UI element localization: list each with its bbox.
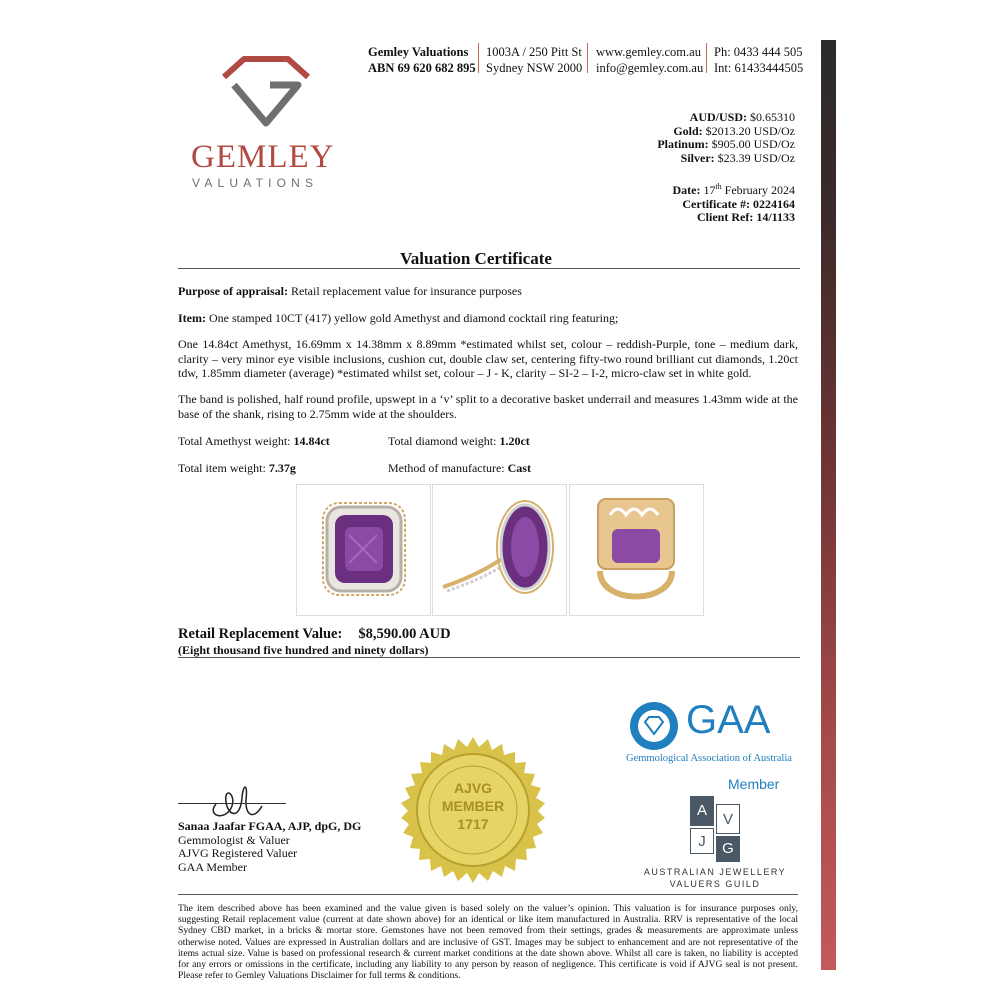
ring-photo-top: [296, 484, 431, 616]
certificate-meta: [545, 180, 795, 225]
seal-line-1: AJVG: [453, 780, 493, 796]
abn: ABN 69 620 682 895: [368, 61, 476, 75]
disclaimer: The item described above has been examined and the value given is based solely on the valuer’s opinion. This valuation is for insurance purposes only, suggesting Retail replacement value (current at date shown above) for an identical or like item manufactured in Australia. RRV is representative of the local Sydney CBD market, in a bricks & mortar store. Gemstones have not been removed from their settings, grades & measurements are approximate unless otherwise noted. Values are expressed in Australian dollars and are inclusive of GST. Images may be subject to enhancement and are not representative of the items actual size. Value is based on professional research & current market conditions at the date shown above. Whilst all care is taken, no liability is accepted for any errors or omissions in the certificate, including any liability to any person by reason of negligence. This certificate is void if AJVG seal is not present. Please refer to Gemley Valuations Disclaimer for full terms & conditions.: [178, 903, 798, 982]
value-rule: [178, 657, 800, 658]
phone: Ph: 0433 444 505: [714, 45, 803, 59]
manufacture-method: Method of manufacture: Cast: [388, 461, 531, 475]
gaa-member: Member: [728, 776, 780, 792]
footer-rule: [178, 894, 798, 895]
ajvg-letter: V: [716, 804, 740, 834]
certificate-number: Certificate #: 0224164: [682, 196, 795, 211]
ring-photo-back: [569, 484, 704, 616]
header-divider: [587, 43, 588, 73]
aud-rate: AUD/USD: $0.65310: [689, 110, 795, 124]
signatory-block: [178, 820, 361, 874]
title-rule: [178, 268, 800, 269]
stone-description: One 14.84ct Amethyst, 16.69mm x 14.38mm x 8.89mm *estimated whilst set, colour – reddish-Purple, tone – medium dark, clarity – very minor eye visible inclusions, cushion cut, double claw set, centering fifty-two round brilliant cut diamonds, 1.20ct tdw, 1.85mm diameter (average) *estimated whilst set, colour – J - K, clarity – SI-2 – I-2, micro-claw set in white gold.: [178, 337, 798, 380]
purpose-line: Purpose of appraisal: Retail replacement value for insurance purposes: [178, 284, 522, 298]
intl-phone: Int: 61433444505: [714, 61, 804, 75]
seal-line-3: 1717: [457, 816, 489, 832]
header-web-block: [596, 44, 703, 76]
company-name: Gemley Valuations: [368, 45, 469, 59]
ajvg-line-2: VALUERS GUILD: [669, 879, 761, 889]
retail-value-words: (Eight thousand five hundred and ninety dollars): [178, 643, 429, 657]
address-line-2: Sydney NSW 2000: [486, 61, 583, 75]
amethyst-weight: Total Amethyst weight: 14.84ct: [178, 434, 330, 448]
ajvg-line-1: AUSTRALIAN JEWELLERY: [643, 867, 787, 877]
ajvg-letter: J: [690, 828, 714, 854]
signatory-role: Gemmologist & Valuer: [178, 832, 290, 847]
retail-value: Retail Replacement Value: $8,590.00 AUD: [178, 626, 451, 642]
platinum-rate: Platinum: $905.00 USD/Oz: [657, 137, 795, 151]
header-address-block: [486, 44, 582, 76]
logo-wordmark: GEMLEY: [191, 139, 335, 175]
gaa-full-name: Gemmological Association of Australia: [626, 753, 792, 764]
decorative-side-bar: [821, 40, 836, 970]
signatory-role: GAA Member: [178, 859, 247, 874]
signatory-name: Sanaa Jaafar FGAA, AJP, dpG, DG: [178, 819, 362, 833]
email-link[interactable]: info@gemley.com.au: [596, 61, 704, 75]
diamond-weight: Total diamond weight: 1.20ct: [388, 434, 530, 448]
signatory-role: AJVG Registered Valuer: [178, 846, 298, 860]
rates-block: [545, 111, 795, 165]
gemley-logo: [188, 55, 348, 195]
ajvg-letter: A: [690, 796, 714, 826]
date: Date: 17th February 2024: [672, 182, 795, 197]
gem-icon: [216, 55, 316, 130]
silver-rate: Silver: $23.39 USD/Oz: [680, 150, 795, 165]
ajvg-gold-seal: [398, 735, 548, 885]
ring-photo-side: [432, 484, 567, 616]
page-title: Valuation Certificate: [400, 249, 552, 268]
ajvg-logo: [640, 796, 790, 896]
gaa-emblem-icon: [628, 700, 680, 752]
seal-line-2: MEMBER: [441, 798, 505, 814]
logo-subtitle: VALUATIONS: [192, 176, 319, 190]
gold-rate: Gold: $2013.20 USD/Oz: [673, 123, 795, 138]
gaa-acronym: GAA: [686, 698, 771, 742]
item-weight: Total item weight: 7.37g: [178, 461, 296, 475]
item-line: Item: One stamped 10CT (417) yellow gold Amethyst and diamond cocktail ring featuring;: [178, 311, 619, 325]
address-line-1: 1003A / 250 Pitt St: [486, 45, 582, 59]
header-company-block: [368, 44, 476, 76]
signature-line: [178, 803, 286, 804]
header-divider: [478, 43, 479, 73]
gaa-logo: [624, 700, 804, 800]
header-phone-block: [714, 44, 803, 76]
band-description: The band is polished, half round profile, upswept in a ‘v’ split to a decorative basket underrail and measures 1.43mm wide at the base of the shank, rising to 2.75mm wide at the shoulders.: [178, 392, 798, 421]
ajvg-letter: G: [716, 836, 740, 862]
website-link[interactable]: www.gemley.com.au: [596, 45, 701, 59]
client-ref: Client Ref: 14/1133: [697, 210, 795, 224]
header-divider: [706, 43, 707, 73]
